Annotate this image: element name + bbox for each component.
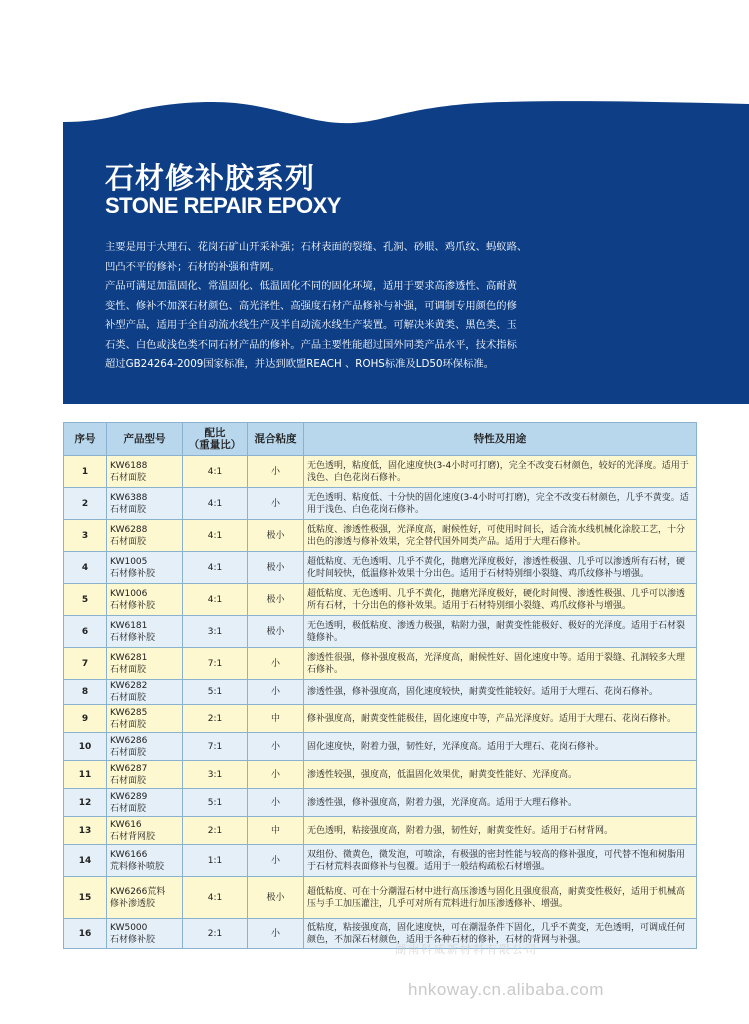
model-type: 荒料修补喷胶 (110, 861, 165, 872)
cell-features: 渗透性强，修补强度高，固化速度较快，耐黄变性能较好。适用于大理石、花岗石修补。 (304, 680, 697, 705)
description-line: 变性、修补不加深石材颜色、高光泽性、高强度石材产品修补与补强，可调制专用颜色的修 (105, 299, 517, 312)
cell-features: 超低粘度、可在十分潮湿石材中进行高压渗透与固化且强度很高，耐黄变性极好，适用于机械高压与手工加压灌注，几乎可对所有荒料进行加压渗透修补、增强。 (304, 877, 697, 919)
cell-features: 渗透性强，修补强度高，附着力强，光泽度高。适用于大理石修补。 (304, 789, 697, 817)
table-row (64, 488, 697, 520)
cell-features: 低粘度，粘接强度高，固化速度快，可在潮湿条件下固化，几乎不黄变，无色透明，可调成任何颜色，不加深石材颜色，适用于各种石材的修补，石材的背网与补强。 (304, 919, 697, 949)
cell-features: 固化速度快，附着力强，韧性好，光泽度高。适用于大理石、花岗石修补。 (304, 733, 697, 761)
description-line: 石类、白色或浅色类不同石材产品的修补。产品主要性能超过国外同类产品水平，技术指标 (105, 338, 517, 351)
model-type: 石材修补胶 (110, 600, 156, 611)
watermark-url: hnkoway.cn.alibaba.com (408, 980, 604, 999)
cell-model (107, 584, 183, 616)
table-row (64, 705, 697, 733)
cell-features: 超低粘度、无色透明、几乎不黄化，抛磨光泽度极好，渗透性极强、几乎可以渗透所有石材，硬化时间较快，低温修补效果十分出色。适用于石材特别细小裂缝、鸡爪纹修补与增强。 (304, 552, 697, 584)
table-row (64, 520, 697, 552)
cell-features: 渗透性较强，强度高，低温固化效果优，耐黄变性能好、光泽度高。 (304, 761, 697, 789)
cell-model (107, 845, 183, 877)
cell-no: 15 (64, 877, 107, 919)
table-body (64, 456, 697, 949)
cell-ratio: 4:1 (183, 488, 248, 520)
description-line: 凹凸不平的修补；石材的补强和背网。 (105, 260, 281, 273)
model-type: 石材面胶 (110, 664, 147, 675)
cell-viscosity: 小 (248, 919, 304, 949)
cell-viscosity: 小 (248, 488, 304, 520)
header-no: 序号 (64, 423, 107, 456)
cell-ratio: 1:1 (183, 845, 248, 877)
table-row (64, 845, 697, 877)
cell-ratio: 4:1 (183, 584, 248, 616)
model-code: KW6281 (110, 652, 148, 663)
table-row (64, 616, 697, 648)
cell-no: 12 (64, 789, 107, 817)
description-line: 超过GB24264-2009国家标准，并达到欧盟REACH 、ROHS标准及LD50环保标准。 (105, 358, 494, 370)
model-code: KW6287 (110, 763, 148, 774)
model-code: KW6282 (110, 681, 148, 691)
header-viscosity: 混合粘度 (248, 423, 304, 456)
header-banner (63, 96, 749, 404)
cell-viscosity: 极小 (248, 520, 304, 552)
page-title-cn: 石材修补胶系列 (105, 161, 316, 195)
cell-ratio: 4:1 (183, 520, 248, 552)
cell-viscosity: 极小 (248, 584, 304, 616)
header-model: 产品型号 (107, 423, 183, 456)
cell-ratio: 2:1 (183, 817, 248, 845)
table-row (64, 919, 697, 949)
cell-ratio: 2:1 (183, 919, 248, 949)
model-type: 石材面胶 (110, 536, 147, 547)
cell-model (107, 456, 183, 488)
cell-model (107, 520, 183, 552)
model-type: 石材面胶 (110, 504, 147, 515)
cell-viscosity: 极小 (248, 616, 304, 648)
model-code: KW1006 (110, 588, 148, 599)
model-type: 石材面胶 (110, 803, 147, 814)
cell-model (107, 488, 183, 520)
watermark-company: 湖南科威新材料有限公司 (395, 943, 538, 956)
model-code: KW6166 (110, 849, 148, 860)
table-row (64, 648, 697, 680)
cell-ratio: 4:1 (183, 877, 248, 919)
model-code: KW1005 (110, 556, 148, 567)
cell-model (107, 552, 183, 584)
model-type: 石材修补胶 (110, 568, 156, 579)
cell-viscosity: 极小 (248, 552, 304, 584)
cell-no: 10 (64, 733, 107, 761)
cell-no: 7 (64, 648, 107, 680)
cell-no: 6 (64, 616, 107, 648)
cell-model (107, 919, 183, 949)
cell-model (107, 789, 183, 817)
model-code: KW6288 (110, 524, 148, 535)
cell-ratio: 4:1 (183, 456, 248, 488)
cell-no: 8 (64, 680, 107, 705)
model-code: KW6181 (110, 620, 148, 631)
cell-viscosity: 极小 (248, 877, 304, 919)
cell-viscosity: 中 (248, 705, 304, 733)
header-ratio (183, 423, 248, 456)
cell-viscosity: 中 (248, 817, 304, 845)
cell-viscosity: 小 (248, 733, 304, 761)
table-row (64, 552, 697, 584)
model-code: KW5000 (110, 922, 148, 933)
cell-viscosity: 小 (248, 680, 304, 705)
cell-features: 无色透明，粘度低，固化速度快(3-4小时可打磨)，完全不改变石材颜色，较好的光泽度。适用于浅色、白色花岗石修补。 (304, 456, 697, 488)
model-type: 石材面胶 (110, 719, 147, 730)
cell-features: 低粘度、渗透性极强，光泽度高，耐候性好，可使用时间长，适合流水线机械化涂胶工艺，十分出色的渗透与修补效果，完全替代国外同类产品。适用于大理石修补。 (304, 520, 697, 552)
cell-features: 修补强度高，耐黄变性能极佳，固化速度中等，产品光泽度好。适用于大理石、花岗石修补。 (304, 705, 697, 733)
table-row (64, 761, 697, 789)
table-header-row (64, 423, 697, 456)
model-code: KW6388 (110, 492, 148, 503)
cell-no: 2 (64, 488, 107, 520)
header-ratio-line1: 配比 (204, 427, 226, 439)
cell-viscosity: 小 (248, 648, 304, 680)
table-row (64, 877, 697, 919)
cell-viscosity: 小 (248, 456, 304, 488)
cell-viscosity: 小 (248, 845, 304, 877)
cell-ratio: 4:1 (183, 552, 248, 584)
model-code: KW6285 (110, 707, 148, 718)
cell-model (107, 761, 183, 789)
model-type: 石材面胶 (110, 693, 147, 703)
model-type: 石材修补胶 (110, 934, 156, 945)
cell-features: 超低粘度、无色透明、几乎不黄化，抛磨光泽度极好，硬化时间慢、渗透性极强、几乎可以渗透所有石材，十分出色的修补效果。适用于石材特别细小裂缝、鸡爪纹修补与增强。 (304, 584, 697, 616)
model-code: KW6286 (110, 735, 148, 746)
cell-features: 无色透明，极低粘度、渗透力极强，粘附力强，耐黄变性能极好、极好的光泽度。适用于石材裂缝修补。 (304, 616, 697, 648)
cell-viscosity: 小 (248, 789, 304, 817)
cell-model (107, 817, 183, 845)
cell-model (107, 616, 183, 648)
model-type: 石材修补胶 (110, 632, 156, 643)
page-title-en: STONE REPAIR EPOXY (105, 193, 341, 218)
model-type: 修补渗透胶 (110, 898, 156, 909)
table-row (64, 817, 697, 845)
header-features: 特性及用途 (304, 423, 697, 456)
table-row (64, 680, 697, 705)
cell-no: 5 (64, 584, 107, 616)
model-code: KW6266荒料 (110, 886, 166, 897)
cell-ratio: 3:1 (183, 616, 248, 648)
cell-ratio: 5:1 (183, 680, 248, 705)
banner-wave-decoration (63, 96, 749, 136)
model-code: KW6289 (110, 791, 148, 802)
table-row (64, 733, 697, 761)
cell-no: 4 (64, 552, 107, 584)
product-description (105, 238, 625, 375)
cell-features: 无色透明，粘接强度高，附着力强，韧性好，耐黄变性好。适用于石材背网。 (304, 817, 697, 845)
cell-no: 11 (64, 761, 107, 789)
model-type: 石材面胶 (110, 472, 147, 483)
table-row (64, 584, 697, 616)
model-code: KW6188 (110, 460, 148, 471)
cell-viscosity: 小 (248, 761, 304, 789)
cell-model (107, 648, 183, 680)
cell-features: 无色透明、粘度低、十分快的固化速度(3-4小时可打磨)，完全不改变石材颜色，几乎不黄变。适用于浅色、白色花岗石修补。 (304, 488, 697, 520)
model-type: 石材面胶 (110, 775, 147, 786)
cell-no: 13 (64, 817, 107, 845)
cell-ratio: 7:1 (183, 648, 248, 680)
cell-ratio: 7:1 (183, 733, 248, 761)
model-type: 石材背网胶 (110, 831, 156, 842)
cell-no: 3 (64, 520, 107, 552)
cell-ratio: 5:1 (183, 789, 248, 817)
product-spec-table (63, 422, 697, 949)
cell-features: 渗透性很强，修补强度极高，光泽度高，耐候性好、固化速度中等。适用于裂缝、孔洞较多大理石修补。 (304, 648, 697, 680)
cell-no: 16 (64, 919, 107, 949)
header-ratio-line2: （重量比） (188, 439, 242, 451)
cell-features: 双组份、微黄色，微发泡，可喷涂，有极强的密封性能与较高的修补强度，可代替不饱和树脂用于石材荒料表面修补与包覆。适用于一般结构疏松石材增强。 (304, 845, 697, 877)
table-row (64, 456, 697, 488)
cell-model (107, 705, 183, 733)
description-line: 产品可满足加温固化、常温固化、低温固化不同的固化环境，适用于要求高渗透性、高耐黄 (105, 280, 517, 292)
description-line: 补型产品，适用于全自动流水线生产及半自动流水线生产装置。可解决米黄类、黑色类、玉 (105, 319, 517, 331)
model-type: 石材面胶 (110, 747, 147, 758)
cell-no: 1 (64, 456, 107, 488)
cell-model (107, 680, 183, 705)
cell-ratio: 2:1 (183, 705, 248, 733)
table-row (64, 789, 697, 817)
model-code: KW616 (110, 819, 142, 830)
cell-no: 9 (64, 705, 107, 733)
cell-ratio: 3:1 (183, 761, 248, 789)
cell-model (107, 733, 183, 761)
cell-no: 14 (64, 845, 107, 877)
description-line: 主要是用于大理石、花岗石矿山开采补强；石材表面的裂缝、孔洞、砂眼、鸡爪纹、蚂蚁路、 (105, 241, 528, 253)
cell-model (107, 877, 183, 919)
